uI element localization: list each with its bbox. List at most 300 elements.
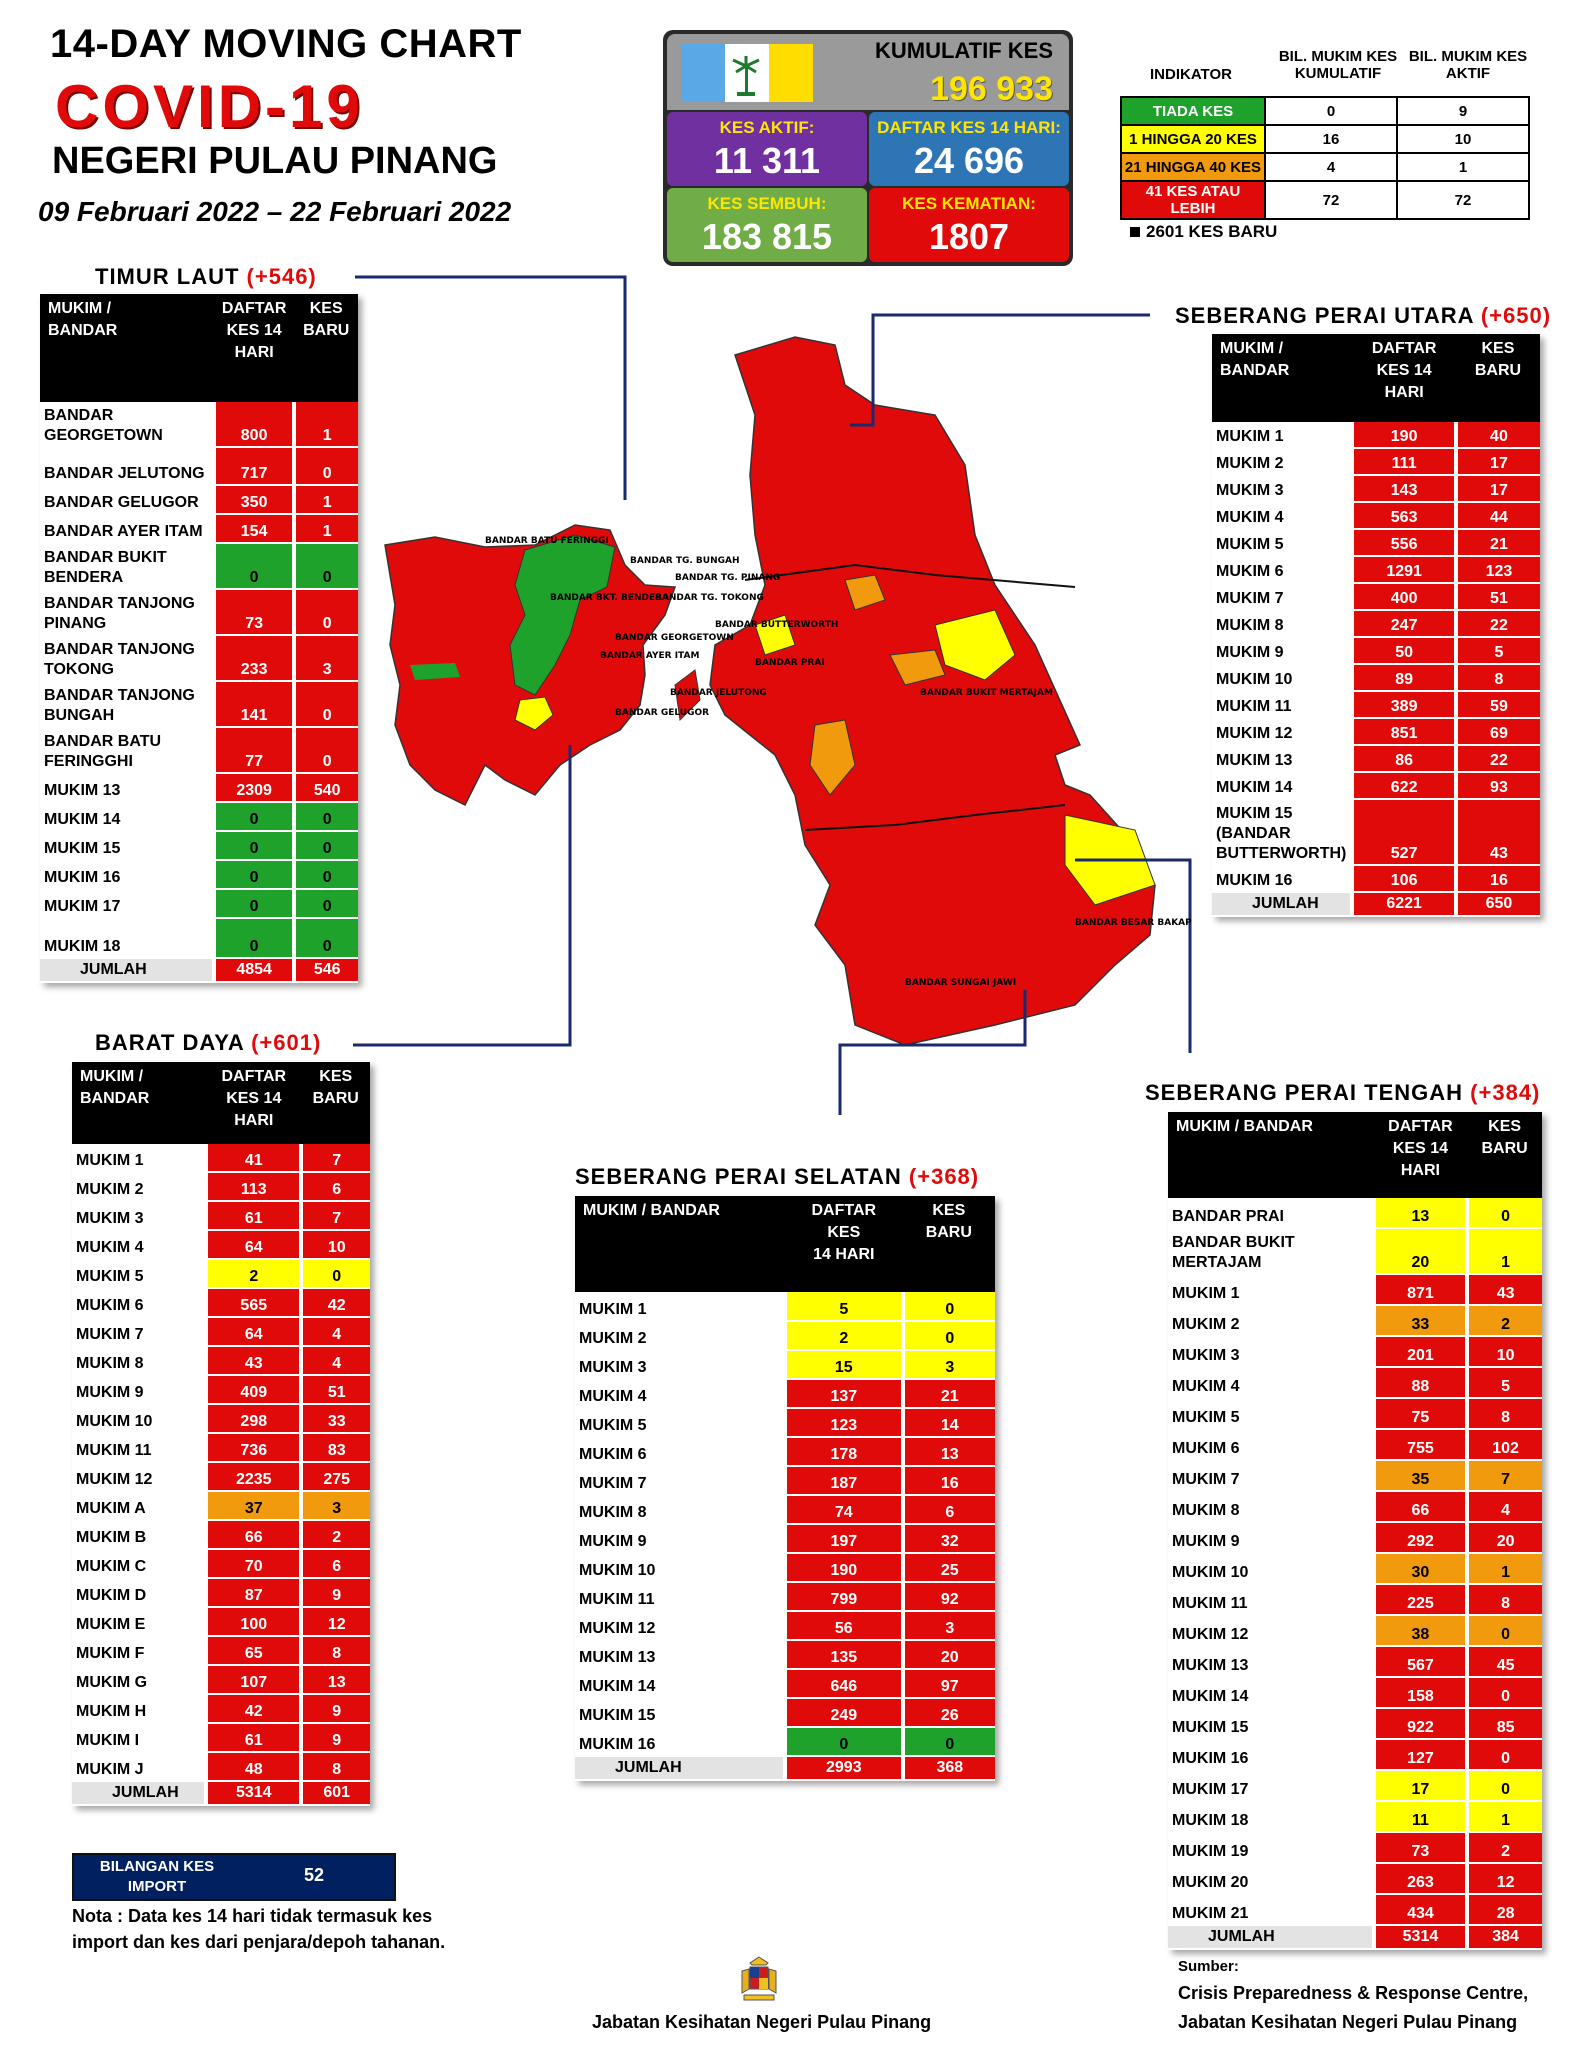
map-label: BANDAR AYER ITAM [600, 651, 700, 661]
row-label: MUKIM H [72, 1694, 206, 1723]
new-cases-cell: 0 [294, 681, 358, 727]
total-value: 2993 [785, 1756, 903, 1780]
legend-row [1121, 97, 1529, 125]
total-label: JUMLAH [1212, 892, 1352, 916]
row-label: MUKIM 9 [1168, 1522, 1374, 1553]
cases-14d-cell: 61 [206, 1201, 301, 1230]
timur-laut-table [40, 294, 358, 983]
new-cases-cell: 20 [1467, 1522, 1542, 1553]
cases-14d-cell: 42 [206, 1694, 301, 1723]
table-row [1212, 772, 1540, 799]
new-cases-cell: 0 [903, 1292, 995, 1321]
table-row [575, 1524, 995, 1553]
cases-14d-cell: 20 [1374, 1228, 1468, 1274]
cases-14d-cell: 225 [1374, 1584, 1468, 1615]
table-row [40, 889, 358, 918]
table-row [1168, 1677, 1542, 1708]
table-row [72, 1636, 370, 1665]
table-row [1212, 556, 1540, 583]
column-header: KES BARU [301, 1062, 370, 1144]
new-cases-cell: 22 [1456, 610, 1540, 637]
table-row [1168, 1739, 1542, 1770]
total-value: 5314 [1374, 1925, 1468, 1949]
table-row [1168, 1228, 1542, 1274]
total-value: 546 [294, 958, 358, 982]
cases-14d-cell: 137 [785, 1379, 903, 1408]
total-row [1168, 1925, 1542, 1949]
new-cases-cell: 4 [1467, 1491, 1542, 1522]
new-cases-cell: 0 [1467, 1198, 1542, 1228]
table-row [72, 1549, 370, 1578]
new-cases-cell: 102 [1467, 1429, 1542, 1460]
cases-14d-cell: 141 [214, 681, 295, 727]
cases-14d-cell: 527 [1352, 799, 1456, 865]
table-row [575, 1582, 995, 1611]
table-row [1212, 799, 1540, 865]
cases-14d-cell: 178 [785, 1437, 903, 1466]
footnote: Nota : Data kes 14 hari tidak termasuk kes import dan kes dari penjara/depoh tahanan. [72, 1906, 446, 1952]
total-label: JUMLAH [40, 958, 214, 982]
cases-14d-cell: 86 [1352, 745, 1456, 772]
new-cases-cell: 0 [1467, 1615, 1542, 1646]
14day-cases-box [869, 112, 1069, 186]
new-cases-cell: 3 [294, 635, 358, 681]
new-cases-cell: 40 [1456, 422, 1540, 448]
map-label: BANDAR GEORGETOWN [615, 633, 734, 643]
map-label: BANDAR SUNGAI JAWI [905, 978, 1017, 988]
new-cases-cell: 0 [294, 918, 358, 958]
source-label: Sumber: [1178, 1958, 1239, 1975]
new-cases-text: 2601 KES BARU [1146, 222, 1278, 241]
table-row [40, 681, 358, 727]
cases-14d-cell: 2 [785, 1321, 903, 1350]
cases-14d-cell: 106 [1352, 865, 1456, 892]
cases-14d-cell: 64 [206, 1230, 301, 1259]
column-header: MUKIM / BANDAR [1168, 1112, 1374, 1198]
legend-row [1121, 125, 1529, 153]
new-cases-cell: 0 [294, 889, 358, 918]
row-label: MUKIM 4 [575, 1379, 785, 1408]
new-cases-note [1130, 222, 1277, 242]
new-cases-cell: 0 [1467, 1770, 1542, 1801]
square-bullet-icon [1130, 227, 1140, 237]
row-label: MUKIM 1 [72, 1144, 206, 1172]
column-header: KES BARU [903, 1196, 995, 1292]
cases-14d-cell: 434 [1374, 1894, 1468, 1925]
deaths-box [869, 188, 1069, 262]
map-label: BANDAR TG. PINANG [675, 573, 781, 583]
row-label: MUKIM 14 [1212, 772, 1352, 799]
new-cases-cell: 123 [1456, 556, 1540, 583]
cases-14d-cell: 127 [1374, 1739, 1468, 1770]
new-cases-cell: 0 [294, 589, 358, 635]
row-label: MUKIM 15 [40, 831, 214, 860]
row-label: MUKIM 16 [1212, 865, 1352, 892]
cases-14d-cell: 35 [1374, 1460, 1468, 1491]
column-header: DAFTAR KES 14 HARI [214, 294, 295, 402]
cases-14d-cell: 2309 [214, 773, 295, 802]
new-cases-cell: 51 [1456, 583, 1540, 610]
new-cases-cell: 0 [903, 1727, 995, 1756]
row-label: MUKIM 15 [1168, 1708, 1374, 1739]
cases-14d-cell: 143 [1352, 475, 1456, 502]
spu-table [1212, 334, 1540, 917]
table-row [72, 1346, 370, 1375]
table-row [575, 1611, 995, 1640]
map-label: BANDAR TG. TOKONG [655, 593, 764, 603]
cases-14d-cell: 48 [206, 1752, 301, 1781]
table-row [1168, 1584, 1542, 1615]
new-cases-cell: 51 [301, 1375, 370, 1404]
map-label: BANDAR PRAI [755, 658, 825, 668]
spt-table [1168, 1112, 1542, 1950]
import-label: BILANGAN KES IMPORT [99, 1858, 215, 1895]
map-label: BANDAR BUKIT MERTAJAM [920, 688, 1053, 698]
cases-14d-cell: 66 [206, 1520, 301, 1549]
new-cases-cell: 12 [1467, 1863, 1542, 1894]
row-label: MUKIM 6 [1212, 556, 1352, 583]
table-row [1168, 1615, 1542, 1646]
row-label: MUKIM 9 [72, 1375, 206, 1404]
table-row [72, 1665, 370, 1694]
table-row [40, 485, 358, 514]
new-cases-cell: 6 [301, 1549, 370, 1578]
row-label: MUKIM 3 [72, 1201, 206, 1230]
cases-14d-cell: 70 [206, 1549, 301, 1578]
legend-table [1120, 96, 1530, 220]
row-label: BANDAR TANJONG PINANG [40, 589, 214, 635]
row-label: MUKIM D [72, 1578, 206, 1607]
total-value: 6221 [1352, 892, 1456, 916]
row-label: BANDAR BATU FERINGGHI [40, 727, 214, 773]
cases-14d-cell: 197 [785, 1524, 903, 1553]
table-row [1212, 475, 1540, 502]
14day-cases-value: 24 696 [913, 140, 1025, 181]
total-value: 5314 [206, 1781, 301, 1805]
row-label: MUKIM 11 [1168, 1584, 1374, 1615]
row-label: MUKIM 3 [1168, 1336, 1374, 1367]
new-cases-cell: 2 [1467, 1832, 1542, 1863]
new-cases-cell: 97 [903, 1669, 995, 1698]
cases-14d-cell: 409 [206, 1375, 301, 1404]
table-row [1212, 529, 1540, 556]
cases-14d-cell: 100 [206, 1607, 301, 1636]
new-cases-cell: 7 [301, 1201, 370, 1230]
table-row [72, 1172, 370, 1201]
cases-14d-cell: 43 [206, 1346, 301, 1375]
table-row [1168, 1708, 1542, 1739]
table-row [72, 1144, 370, 1172]
malaysia-coat-of-arms-icon [738, 1955, 780, 2003]
cases-14d-cell: 30 [1374, 1553, 1468, 1584]
column-header: KES BARU [1456, 334, 1540, 422]
new-cases-cell: 14 [903, 1408, 995, 1437]
table-row [40, 802, 358, 831]
new-cases-cell: 1 [1467, 1228, 1542, 1274]
row-label: BANDAR BUKIT BENDERA [40, 543, 214, 589]
cases-14d-cell: 646 [785, 1669, 903, 1698]
new-cases-cell: 9 [301, 1694, 370, 1723]
map-island-orange [410, 663, 460, 680]
cases-14d-cell: 38 [1374, 1615, 1468, 1646]
table-row [1212, 422, 1540, 448]
cases-14d-cell: 77 [214, 727, 295, 773]
summary-panel [663, 30, 1073, 266]
table-row [1168, 1770, 1542, 1801]
row-label: MUKIM A [72, 1491, 206, 1520]
active-cases-box [667, 112, 867, 186]
new-cases-cell: 4 [301, 1317, 370, 1346]
row-label: MUKIM 11 [1212, 691, 1352, 718]
new-cases-cell: 9 [301, 1723, 370, 1752]
new-cases-cell: 13 [903, 1437, 995, 1466]
cases-14d-cell: 107 [206, 1665, 301, 1694]
table-row [1212, 610, 1540, 637]
table-row [40, 918, 358, 958]
cases-14d-cell: 298 [206, 1404, 301, 1433]
row-label: MUKIM 14 [1168, 1677, 1374, 1708]
cases-14d-cell: 0 [214, 860, 295, 889]
new-cases-cell: 0 [294, 831, 358, 860]
cases-14d-cell: 799 [785, 1582, 903, 1611]
new-cases-cell: 32 [903, 1524, 995, 1553]
new-cases-cell: 0 [294, 447, 358, 485]
cases-14d-cell: 717 [214, 447, 295, 485]
table-row [1168, 1801, 1542, 1832]
table-row [1212, 691, 1540, 718]
table-header [72, 1062, 370, 1144]
barat-daya-title: BARAT DAYA (+601) [95, 1030, 322, 1055]
total-label: JUMLAH [575, 1756, 785, 1780]
import-value: 52 [303, 1865, 325, 1885]
row-label: MUKIM 10 [1168, 1553, 1374, 1584]
map-label: BANDAR TG. BUNGAH [630, 556, 740, 566]
row-label: BANDAR PRAI [1168, 1198, 1374, 1228]
new-cases-cell: 0 [294, 802, 358, 831]
total-row [1212, 892, 1540, 916]
table-header [1212, 334, 1540, 422]
table-row [575, 1669, 995, 1698]
cases-14d-cell: 350 [214, 485, 295, 514]
row-label: MUKIM I [72, 1723, 206, 1752]
total-value: 368 [903, 1756, 995, 1780]
row-label: MUKIM 15 [575, 1698, 785, 1727]
new-cases-cell: 21 [903, 1379, 995, 1408]
row-label: MUKIM 6 [72, 1288, 206, 1317]
chart-title: 14-DAY MOVING CHART [50, 22, 522, 66]
table-row [1168, 1336, 1542, 1367]
new-cases-cell: 20 [903, 1640, 995, 1669]
column-header: KES BARU [294, 294, 358, 402]
row-label: MUKIM 11 [575, 1582, 785, 1611]
new-cases-cell: 22 [1456, 745, 1540, 772]
row-label: MUKIM 18 [40, 918, 214, 958]
row-label: MUKIM 14 [40, 802, 214, 831]
row-label: MUKIM 16 [40, 860, 214, 889]
active-cases-value: 11 311 [713, 140, 821, 181]
new-cases-cell: 44 [1456, 502, 1540, 529]
table-row [40, 635, 358, 681]
cases-14d-cell: 187 [785, 1466, 903, 1495]
legend-label: 1 HINGGA 20 KES [1121, 125, 1265, 153]
legend-label: 21 HINGGA 40 KES [1121, 153, 1265, 181]
row-label: MUKIM 10 [575, 1553, 785, 1582]
table-row [575, 1379, 995, 1408]
row-label: MUKIM 8 [1212, 610, 1352, 637]
table-row [575, 1640, 995, 1669]
row-label: MUKIM 4 [1212, 502, 1352, 529]
legend-header-aktif: BIL. MUKIM KES AKTIF [1408, 48, 1528, 82]
map-label: BANDAR BUTTERWORTH [715, 620, 839, 630]
new-cases-cell: 92 [903, 1582, 995, 1611]
table-row [1168, 1863, 1542, 1894]
state-title: NEGERI PULAU PINANG [52, 140, 498, 182]
cases-14d-cell: 249 [785, 1698, 903, 1727]
total-label: JUMLAH [1168, 1925, 1374, 1949]
table-row [1212, 718, 1540, 745]
cases-14d-cell: 247 [1352, 610, 1456, 637]
table-row [575, 1553, 995, 1582]
new-cases-cell: 0 [903, 1321, 995, 1350]
connector-timur-laut [355, 277, 625, 500]
row-label: BANDAR GEORGETOWN [40, 402, 214, 447]
penang-flag-icon [681, 44, 813, 102]
row-label: MUKIM 2 [1212, 448, 1352, 475]
new-cases-cell: 8 [301, 1636, 370, 1665]
new-cases-cell: 9 [301, 1578, 370, 1607]
cases-14d-cell: 800 [214, 402, 295, 447]
new-cases-cell: 8 [1456, 664, 1540, 691]
table-row [40, 727, 358, 773]
table-row [1168, 1832, 1542, 1863]
row-label: MUKIM 2 [72, 1172, 206, 1201]
cases-14d-cell: 33 [1374, 1305, 1468, 1336]
table-row [1212, 865, 1540, 892]
column-header: KES BARU [1467, 1112, 1542, 1198]
cases-14d-cell: 0 [785, 1727, 903, 1756]
table-row [1168, 1522, 1542, 1553]
table-row [72, 1375, 370, 1404]
cases-14d-cell: 113 [206, 1172, 301, 1201]
legend-label: TIADA KES [1121, 97, 1265, 125]
new-cases-cell: 28 [1467, 1894, 1542, 1925]
legend-kumulatif: 0 [1265, 97, 1397, 125]
row-label: MUKIM 8 [1168, 1491, 1374, 1522]
spu-title: SEBERANG PERAI UTARA (+650) [1175, 303, 1552, 328]
table-row [72, 1288, 370, 1317]
cases-14d-cell: 158 [1374, 1677, 1468, 1708]
column-header: MUKIM / BANDAR [575, 1196, 785, 1292]
new-cases-cell: 10 [1467, 1336, 1542, 1367]
table-row [72, 1723, 370, 1752]
cases-14d-cell: 2 [206, 1259, 301, 1288]
table-row [1212, 502, 1540, 529]
table-row [72, 1607, 370, 1636]
new-cases-cell: 5 [1467, 1367, 1542, 1398]
disease-title: COVID-19 [55, 73, 364, 140]
cases-14d-cell: 73 [1374, 1832, 1468, 1863]
table-row [1168, 1646, 1542, 1677]
cases-14d-cell: 123 [785, 1408, 903, 1437]
row-label: MUKIM 9 [575, 1524, 785, 1553]
new-cases-cell: 540 [294, 773, 358, 802]
table-row [72, 1462, 370, 1491]
new-cases-cell: 17 [1456, 448, 1540, 475]
new-cases-cell: 93 [1456, 772, 1540, 799]
row-label: MUKIM 8 [575, 1495, 785, 1524]
table-row [40, 447, 358, 485]
map-label: BANDAR BKT. BENDERA [550, 593, 670, 603]
cases-14d-cell: 190 [785, 1553, 903, 1582]
table-row [1212, 664, 1540, 691]
table-row [40, 543, 358, 589]
table-row [40, 402, 358, 447]
map-label: BANDAR BESAR BAKAP [1075, 918, 1192, 928]
row-label: MUKIM 17 [40, 889, 214, 918]
barat-daya-table [72, 1062, 370, 1806]
new-cases-cell: 8 [1467, 1398, 1542, 1429]
new-cases-cell: 0 [301, 1259, 370, 1288]
row-label: MUKIM 7 [72, 1317, 206, 1346]
table-header [575, 1196, 995, 1292]
table-row [575, 1350, 995, 1379]
new-cases-cell: 69 [1456, 718, 1540, 745]
table-row [575, 1292, 995, 1321]
row-label: MUKIM 13 [40, 773, 214, 802]
new-cases-cell: 1 [294, 514, 358, 543]
new-cases-cell: 10 [301, 1230, 370, 1259]
active-cases-label: KES AKTIF: [719, 118, 815, 137]
row-label: BANDAR TANJONG BUNGAH [40, 681, 214, 727]
row-label: MUKIM 16 [1168, 1739, 1374, 1770]
recovered-label: KES SEMBUH: [707, 194, 827, 213]
new-cases-cell: 7 [1467, 1460, 1542, 1491]
new-cases-cell: 26 [903, 1698, 995, 1727]
cases-14d-cell: 0 [214, 918, 295, 958]
table-row [72, 1433, 370, 1462]
legend-label: 41 KES ATAU LEBIH [1121, 181, 1265, 219]
table-row [72, 1491, 370, 1520]
table-header [1168, 1112, 1542, 1198]
legend-aktif: 1 [1397, 153, 1529, 181]
table-row [72, 1520, 370, 1549]
cases-14d-cell: 233 [214, 635, 295, 681]
table-row [72, 1230, 370, 1259]
new-cases-cell: 6 [903, 1495, 995, 1524]
cases-14d-cell: 871 [1374, 1274, 1468, 1305]
column-header: DAFTAR KES 14 HARI [1352, 334, 1456, 422]
legend-aktif: 10 [1397, 125, 1529, 153]
cases-14d-cell: 135 [785, 1640, 903, 1669]
cases-14d-cell: 400 [1352, 583, 1456, 610]
penang-map [375, 325, 1192, 1065]
row-label: MUKIM 11 [72, 1433, 206, 1462]
new-cases-cell: 4 [301, 1346, 370, 1375]
row-label: BANDAR GELUGOR [40, 485, 214, 514]
row-label: BANDAR JELUTONG [40, 447, 214, 485]
total-row [72, 1781, 370, 1805]
table-row [72, 1404, 370, 1433]
table-row [575, 1437, 995, 1466]
row-label: MUKIM 5 [72, 1259, 206, 1288]
table-row [1168, 1305, 1542, 1336]
cases-14d-cell: 111 [1352, 448, 1456, 475]
row-label: MUKIM 4 [1168, 1367, 1374, 1398]
cases-14d-cell: 11 [1374, 1801, 1468, 1832]
table-row [575, 1698, 995, 1727]
row-label: MUKIM 1 [1212, 422, 1352, 448]
cases-14d-cell: 736 [206, 1433, 301, 1462]
